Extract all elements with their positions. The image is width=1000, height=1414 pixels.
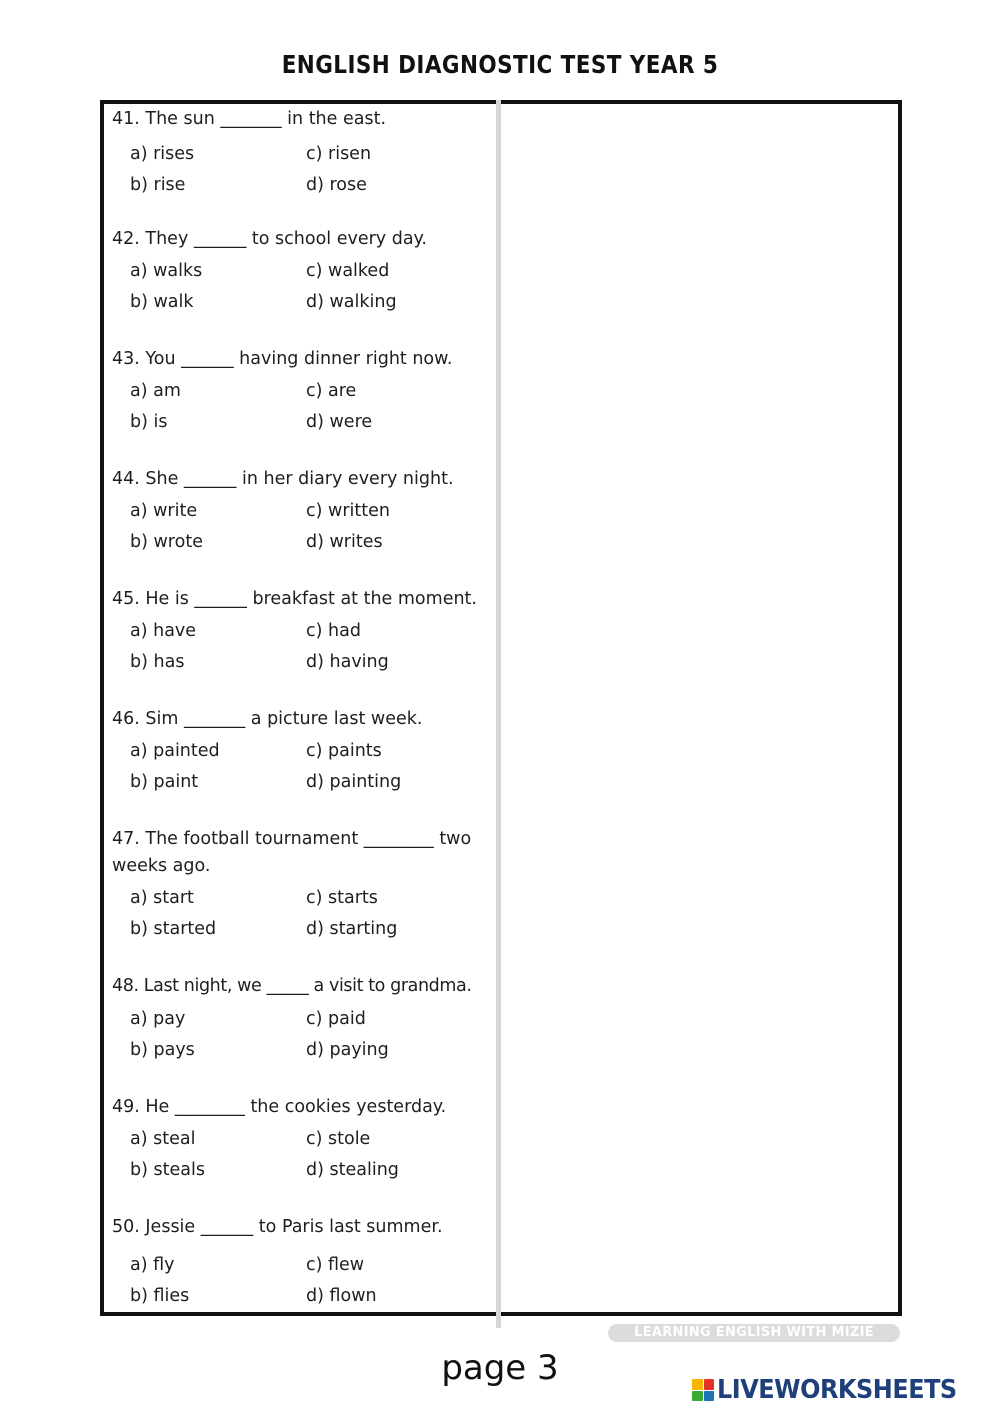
option-b[interactable]: b) rise [130,175,186,195]
logo-square-icon [692,1391,703,1402]
column-divider [496,100,501,1328]
option-d[interactable]: d) paying [306,1040,389,1060]
logo-square-icon [704,1391,715,1402]
option-c[interactable]: c) had [306,621,361,641]
option-c[interactable]: c) starts [306,888,378,908]
option-a[interactable]: a) rises [130,144,195,164]
option-b[interactable]: b) flies [130,1286,190,1306]
option-c[interactable]: c) paid [306,1009,366,1029]
option-b[interactable]: b) steals [130,1160,205,1180]
option-b[interactable]: b) paint [130,772,199,792]
option-b[interactable]: b) has [130,652,185,672]
option-d[interactable]: d) flown [306,1286,377,1306]
option-a[interactable]: a) fly [130,1255,175,1275]
option-c[interactable]: c) are [306,381,357,401]
question-text: 41. The sun _______ in the east. [112,109,387,129]
liveworksheets-logo[interactable] [692,1374,978,1406]
question-text: 43. You ______ having dinner right now. [112,349,453,369]
option-d[interactable]: d) starting [306,919,398,939]
option-c[interactable]: c) walked [306,261,390,281]
option-a[interactable]: a) pay [130,1009,186,1029]
option-a[interactable]: a) am [130,381,181,401]
logo-square-icon [692,1379,703,1390]
option-c[interactable]: c) risen [306,144,372,164]
page-title: ENGLISH DIAGNOSTIC TEST YEAR 5 [281,50,719,79]
liveworksheets-logo-text: LIVEWORKSHEETS [717,1375,957,1405]
option-a[interactable]: a) painted [130,741,220,761]
option-c[interactable]: c) written [306,501,390,521]
question-text: 42. They ______ to school every day. [112,229,427,249]
question-text: 46. Sim _______ a picture last week. [112,709,423,729]
question-text: 45. He is ______ breakfast at the moment. [112,589,477,609]
page-number: page 3 [441,1348,559,1388]
option-c[interactable]: c) stole [306,1129,371,1149]
question-text: 49. He ________ the cookies yesterday. [112,1097,447,1117]
option-d[interactable]: d) stealing [306,1160,399,1180]
option-b[interactable]: b) walk [130,292,194,312]
question-text: 44. She ______ in her diary every night. [112,469,454,489]
option-c[interactable]: c) flew [306,1255,365,1275]
option-d[interactable]: d) painting [306,772,402,792]
footer-brand-label: LEARNING ENGLISH WITH MIZIE [608,1324,900,1342]
option-d[interactable]: d) writes [306,532,383,552]
option-b[interactable]: b) started [130,919,217,939]
option-d[interactable]: d) rose [306,175,367,195]
option-a[interactable]: a) steal [130,1129,196,1149]
question-text: 48. Last night, we _____ a visit to grandma. [112,976,472,996]
question-text: 47. The football tournament ________ two weeks ago. [112,829,472,876]
option-a[interactable]: a) write [130,501,198,521]
question-text: 50. Jessie ______ to Paris last summer. [112,1217,443,1237]
option-b[interactable]: b) wrote [130,532,203,552]
option-d[interactable]: d) were [306,412,373,432]
option-b[interactable]: b) is [130,412,168,432]
option-c[interactable]: c) paints [306,741,382,761]
liveworksheets-icon [692,1379,714,1401]
logo-square-icon [704,1379,715,1390]
option-a[interactable]: a) start [130,888,194,908]
option-d[interactable]: d) having [306,652,389,672]
option-a[interactable]: a) walks [130,261,203,281]
option-a[interactable]: a) have [130,621,197,641]
option-b[interactable]: b) pays [130,1040,195,1060]
option-d[interactable]: d) walking [306,292,397,312]
